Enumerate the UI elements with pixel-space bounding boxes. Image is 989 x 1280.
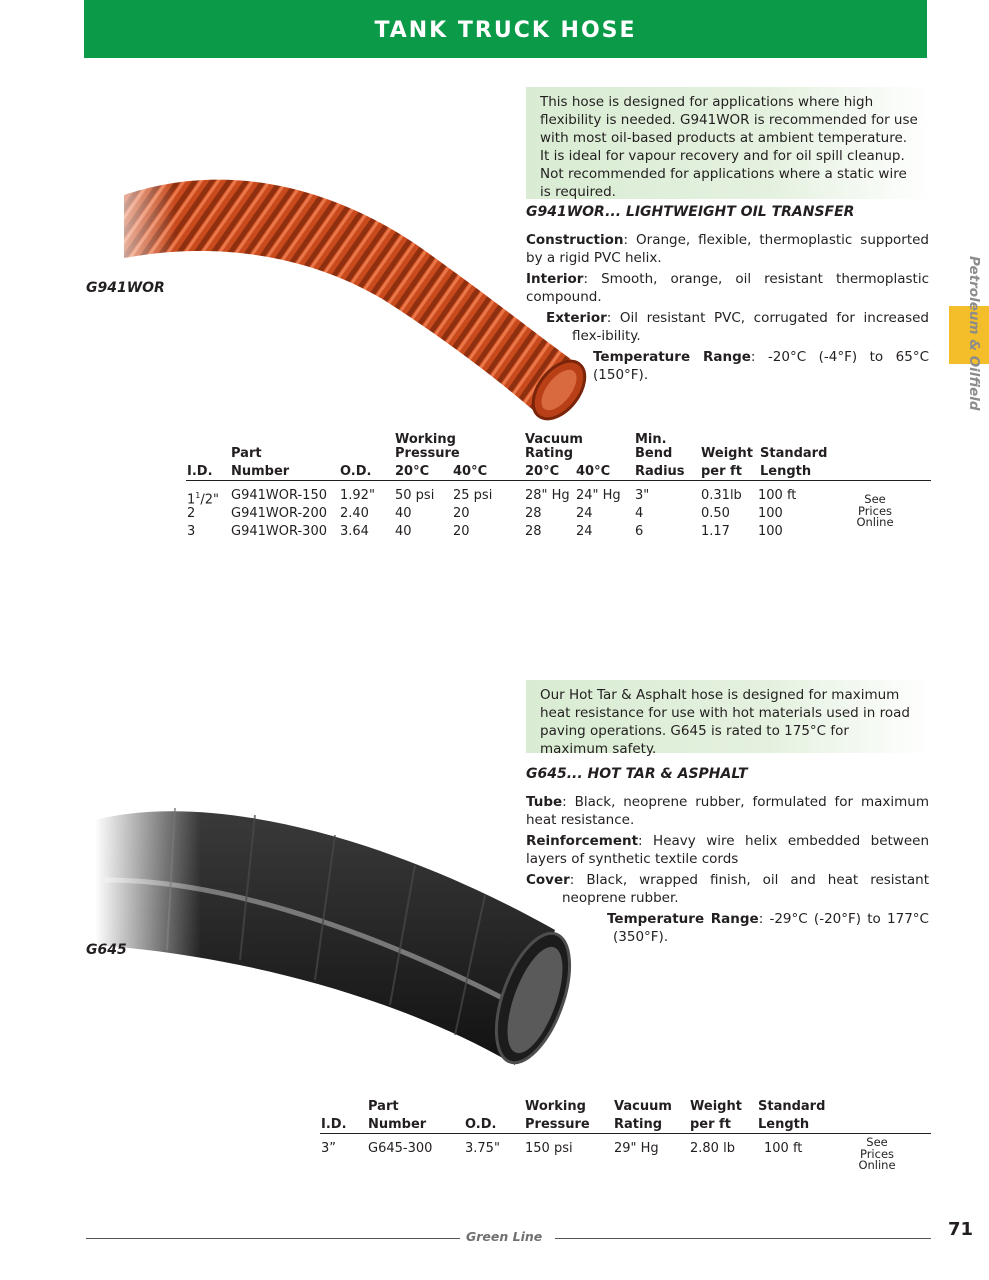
table-cell-length: 100 ft [758,488,797,503]
spec-construction [526,231,929,267]
table-cell-part: G941WOR-200 [231,506,327,521]
product-intro-box [526,680,930,757]
col-header-vacuum: Rating [614,1117,663,1132]
col-header-od: O.D. [465,1117,497,1132]
spec-label: Temperature Range [593,349,751,365]
table-cell-pressure-20: 40 [395,506,412,521]
product-image-label: G645 [86,942,127,958]
col-header-length: Length [760,464,812,479]
col-header-length: Standard [758,1099,826,1114]
spec-cover [526,871,929,907]
table-rule [320,1133,931,1134]
col-header-od: O.D. [340,464,372,479]
col-header-pressure: Pressure [395,446,460,461]
footer-rule-left [86,1238,460,1239]
table-cell-length: 100 [758,506,783,521]
table-cell-length: 100 ft [764,1141,803,1156]
spec-text: : -20°C (-4°F) to 65°C (150°F). [593,349,929,383]
page-title: TANK TRUCK HOSE [374,18,637,43]
table-cell-bend: 6 [635,524,644,539]
spec-label: Tube [526,794,563,810]
id-fraction-rest: /2" [200,492,220,508]
spec-temperature [607,910,929,946]
spec-text: : Orange, flexible, thermoplastic supported by a rigid PVC helix. [526,232,929,266]
spec-text: : Black, wrapped finish, oil and heat resistant neoprene rubber. [562,872,929,906]
table-cell-vacuum-40: 24 [576,524,593,539]
spec-label: Reinforcement [526,833,639,849]
product-intro-text: This hose is designed for applications where high flexibility is needed. G941WOR is recommended for use with most oil-based products at ambient temperature. It is ideal for vapour recovery and for oil spill cleanup. Not recommended for applications where a static wire is required. [540,94,918,200]
table-cell-weight: 0.50 [701,506,730,521]
table-cell-pressure-40: 25 psi [453,488,493,503]
product-intro-text: Our Hot Tar & Asphalt hose is designed for maximum heat resistance for use with hot materials used in road paving operations. G645 is rated to 175°C for maximum safety. [540,687,910,757]
footer-brand: Green Line [466,1229,543,1244]
spec-interior [526,270,929,306]
section-tab-label: Petroleum & Oilfield [966,256,982,411]
product-intro-box [526,87,930,199]
table-cell-id: 2 [187,506,196,521]
spec-text: : Oil resistant PVC, corrugated for increased flex-ibility. [572,310,929,344]
table-cell-vacuum: 29" Hg [614,1141,659,1156]
col-header-vacuum: Rating [525,446,574,461]
col-header-part: Number [368,1117,427,1132]
see-prices-line: Prices [857,503,893,518]
table-cell-od: 3.64 [340,524,369,539]
spec-label: Cover [526,872,570,888]
table-cell-bend: 4 [635,506,644,521]
table-cell-pressure: 150 psi [525,1141,573,1156]
see-prices-line: Online [858,1158,896,1172]
spec-reinforcement [526,832,929,868]
table-cell-vacuum-20: 28" Hg [525,488,570,503]
spec-label: Construction [526,232,624,248]
table-cell-vacuum-20: 28 [525,506,542,521]
page-number: 71 [948,1219,974,1240]
spec-exterior [546,309,929,345]
see-prices-line: See [866,1135,888,1149]
see-prices-line: Prices [859,1146,895,1161]
id-fraction-numerator: 1 [195,491,201,500]
table-cell-vacuum-20: 28 [525,524,542,539]
spec-text: : Black, neoprene rubber, formulated for maximum heat resistance. [526,794,929,828]
col-header-part: Part [231,446,262,461]
col-header-vacuum: Vacuum [614,1099,672,1114]
col-header-weight: Weight [690,1099,742,1114]
table-cell-pressure-40: 20 [453,506,470,521]
product-image-label: G941WOR [86,280,165,296]
col-header-weight: per ft [701,464,742,479]
table-cell-vacuum-40: 24 [576,506,593,521]
table-cell-pressure-20: 50 psi [395,488,435,503]
col-header-length: Length [758,1117,810,1132]
col-header-pressure-20: 20°C [395,464,430,479]
col-header-weight: per ft [690,1117,731,1132]
footer-rule-right [555,1238,931,1239]
see-prices-online-link[interactable] [847,1137,907,1172]
table-cell-weight: 1.17 [701,524,730,539]
product-specs [526,231,929,384]
col-header-vacuum-40: 40°C [576,464,611,479]
table-cell-weight: 2.80 lb [690,1141,735,1156]
table-rule [186,480,931,481]
table-cell-id: 3 [187,524,196,539]
col-header-pressure-40: 40°C [453,464,488,479]
table-cell-part: G645-300 [368,1141,433,1156]
table-cell-length: 100 [758,524,783,539]
spec-text: : -29°C (-20°F) to 177°C (350°F). [613,911,929,945]
col-header-length: Standard [760,446,828,461]
product-title: G941WOR... LIGHTWEIGHT OIL TRANSFER [526,204,855,220]
product-title: G645... HOT TAR & ASPHALT [526,766,748,782]
table-cell-id: 3” [321,1141,337,1156]
col-header-id: I.D. [321,1117,347,1132]
col-header-id: I.D. [187,464,213,479]
col-header-part: Number [231,464,290,479]
product-specs [526,793,929,946]
table-cell-pressure-40: 20 [453,524,470,539]
id-whole: 1 [187,492,196,508]
see-prices-line: Online [856,515,894,529]
page-header [84,0,927,58]
col-header-bend: Min. [635,432,667,447]
table-cell-vacuum-40: 24" Hg [576,488,621,503]
table-cell-od: 3.75" [465,1141,500,1156]
black-hose-image [95,780,575,1080]
col-header-pressure: Working [525,1099,586,1114]
col-header-part: Part [368,1099,399,1114]
table-cell-part: G941WOR-300 [231,524,327,539]
col-header-weight: Weight [701,446,753,461]
see-prices-online-link[interactable] [845,494,905,529]
col-header-pressure: Working [395,432,456,447]
spec-temperature [593,348,929,384]
spec-label: Exterior [546,310,607,326]
col-header-pressure: Pressure [525,1117,590,1132]
table-cell-od: 2.40 [340,506,369,521]
table-cell-part: G941WOR-150 [231,488,327,503]
col-header-bend: Bend [635,446,673,461]
col-header-vacuum-20: 20°C [525,464,560,479]
spec-label: Temperature Range [607,911,759,927]
col-header-bend: Radius [635,464,685,479]
table-cell-weight: 0.31lb [701,488,742,503]
col-header-vacuum: Vacuum [525,432,583,447]
table-cell-bend: 3" [635,488,650,503]
spec-text: : Smooth, orange, oil resistant thermoplastic compound. [526,271,929,305]
see-prices-line: See [864,492,886,506]
spec-label: Interior [526,271,584,287]
table-cell-pressure-20: 40 [395,524,412,539]
spec-tube [526,793,929,829]
spec-text: : Heavy wire helix embedded between layers of synthetic textile cords [526,833,929,867]
table-cell-od: 1.92" [340,488,375,503]
